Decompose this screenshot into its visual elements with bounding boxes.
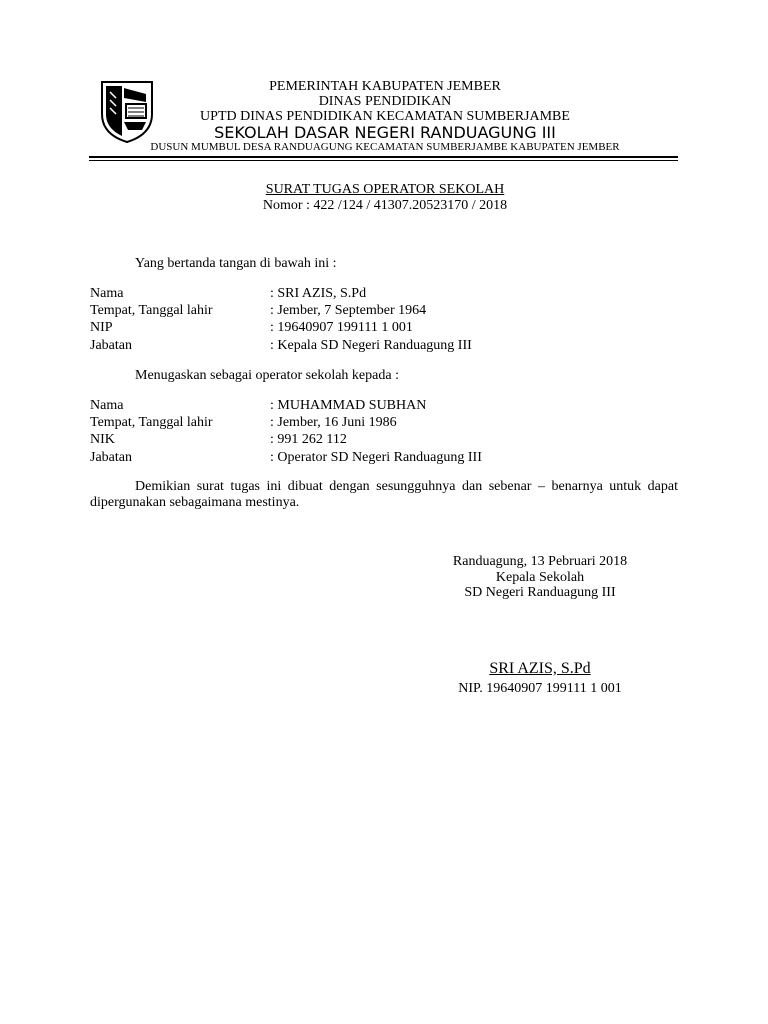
signer-value: : Kepala SD Negeri Randuagung III xyxy=(270,338,472,353)
letterhead-office: DINAS PENDIDIKAN xyxy=(318,94,452,109)
letterhead-school-name: SEKOLAH DASAR NEGERI RANDUAGUNG III xyxy=(214,123,556,142)
signature-position: Kepala Sekolah xyxy=(495,570,585,585)
signer-value: : Jember, 7 September 1964 xyxy=(270,303,427,318)
letterhead-government: PEMERINTAH KABUPATEN JEMBER xyxy=(269,79,501,94)
signature-school: SD Negeri Randuagung III xyxy=(464,585,616,600)
intro-text: Yang bertanda tangan di bawah ini : xyxy=(135,256,337,271)
signer-label: Tempat, Tanggal lahir xyxy=(90,303,213,318)
assignee-value: : 991 262 112 xyxy=(270,432,347,447)
assignee-label: Jabatan xyxy=(90,450,132,465)
letter-number: Nomor : 422 /124 / 41307.20523170 / 2018 xyxy=(262,198,508,213)
letterhead-rule-thin xyxy=(89,160,678,161)
letterhead-address: DUSUN MUMBUL DESA RANDUAGUNG KECAMATAN SUMBERJAMBE KABUPATEN JEMBER xyxy=(150,141,620,153)
signer-label: NIP xyxy=(90,320,113,335)
assignee-label: Tempat, Tanggal lahir xyxy=(90,415,213,430)
assignee-label: Nama xyxy=(90,398,124,413)
signer-label: Nama xyxy=(90,286,124,301)
assign-text: Menugaskan sebagai operator sekolah kepada : xyxy=(135,368,399,383)
assignee-value: : Operator SD Negeri Randuagung III xyxy=(270,450,482,465)
signature-nip: NIP. 19640907 199111 1 001 xyxy=(458,681,622,696)
letterhead-rule-thick xyxy=(89,156,678,158)
signature-name: SRI AZIS, S.Pd xyxy=(489,660,591,677)
signer-label: Jabatan xyxy=(90,338,132,353)
assignee-value: : Jember, 16 Juni 1986 xyxy=(270,415,397,430)
signer-value: : SRI AZIS, S.Pd xyxy=(270,286,367,301)
assignee-value: : MUHAMMAD SUBHAN xyxy=(270,398,427,413)
letterhead-uptd: UPTD DINAS PENDIDIKAN KECAMATAN SUMBERJAMBE xyxy=(200,109,570,124)
letter-title: SURAT TUGAS OPERATOR SEKOLAH xyxy=(265,182,505,197)
signature-place-date: Randuagung, 13 Pebruari 2018 xyxy=(452,554,628,569)
assignee-label: NIK xyxy=(90,432,115,447)
signature-name-wrap xyxy=(440,660,640,678)
closing-paragraph: Demikian surat tugas ini dibuat dengan sesungguhnya dan sebenar – benarnya untuk dapat dipergunakan sebagaimana mestinya. xyxy=(90,479,678,510)
signer-value: : 19640907 199111 1 001 xyxy=(270,320,413,335)
letter-title-wrap xyxy=(90,182,680,198)
